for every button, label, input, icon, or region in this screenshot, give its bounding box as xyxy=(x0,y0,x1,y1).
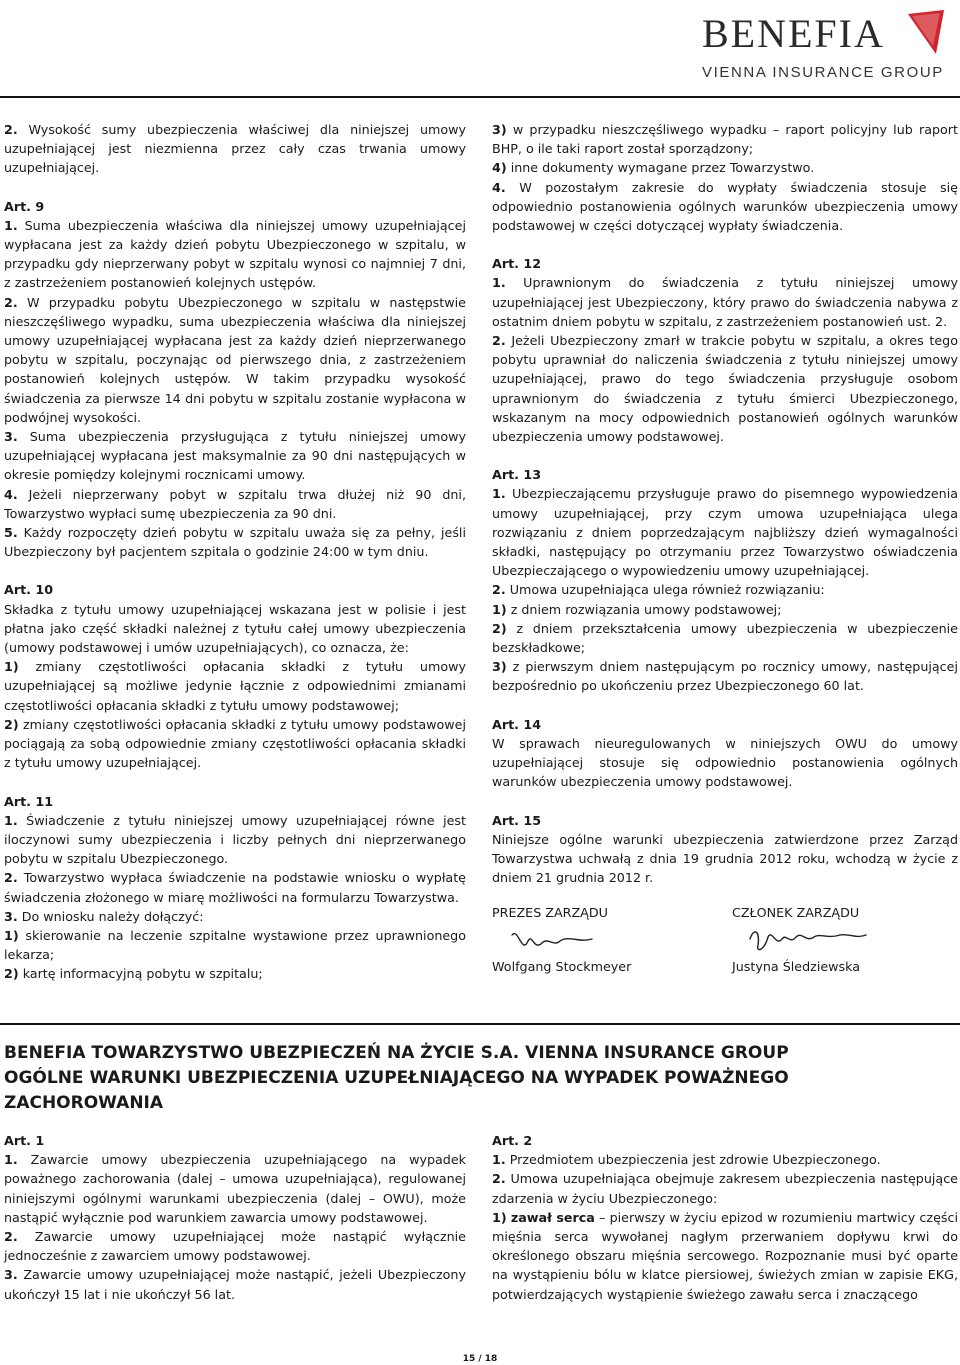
header-rule xyxy=(0,96,960,98)
article-number: Art. 1 xyxy=(4,1133,45,1148)
paragraph-text: Umowa uzupełniająca obejmuje zakresem ubezpieczenia następujące zdarzenia w życiu Ubezpieczonego: xyxy=(492,1171,958,1206)
bottom-right-column xyxy=(492,1131,958,1304)
section-rule xyxy=(0,1023,960,1025)
article-heading xyxy=(4,1131,466,1150)
paragraph-text: Niniejsze ogólne warunki ubezpieczenia zatwierdzone przez Zarząd Towarzystwa uchwałą z dnia 19 grudnia 2012 roku, wchodzą w życie z dniem 21 grudnia 2012 r. xyxy=(492,831,958,886)
paragraph-text: W pozostałym zakresie do wypłaty świadczenia stosuje się odpowiednio postanowienia ogólnych warunków ubezpieczenia umowy podstawowej w części dotyczącej wypłaty świadczenia. xyxy=(492,179,958,234)
paragraph xyxy=(492,273,958,331)
article-heading xyxy=(492,811,958,830)
paragraph-number: 3) xyxy=(492,659,507,675)
section-heading-line-1: BENEFIA TOWARZYSTWO UBEZPIECZEŃ NA ŻYCIE S.A. VIENNA INSURANCE GROUP xyxy=(4,1043,789,1063)
paragraph xyxy=(4,868,466,906)
paragraph xyxy=(4,715,466,773)
article-heading xyxy=(4,580,466,599)
paragraph-number: 1) xyxy=(492,601,507,617)
paragraph xyxy=(492,657,958,695)
paragraph xyxy=(492,734,958,792)
paragraph xyxy=(4,657,466,715)
paragraph-text: Przedmiotem ubezpieczenia jest zdrowie Ubezpieczonego. xyxy=(509,1152,881,1168)
right-column xyxy=(492,120,958,1013)
article-number: Art. 12 xyxy=(492,256,542,272)
article-heading xyxy=(4,792,466,811)
article-heading xyxy=(492,254,958,273)
paragraph-number: 1. xyxy=(4,217,18,233)
logo-brand-name: BENEFIA xyxy=(702,11,885,56)
article-number: Art. 13 xyxy=(492,467,542,483)
article-number: Art. 9 xyxy=(4,198,45,214)
section-heading-line-2: OGÓLNE WARUNKI UBEZPIECZENIA UZUPEŁNIAJĄCEGO NA WYPADEK POWAŻNEGO xyxy=(4,1068,789,1088)
logo-subtitle: VIENNA INSURANCE GROUP xyxy=(702,64,944,81)
paragraph-text: inne dokumenty wymagane przez Towarzystwo. xyxy=(510,160,815,176)
paragraph xyxy=(4,1265,466,1303)
paragraph xyxy=(4,216,466,293)
paragraph-text: Świadczenie z tytułu niniejszej umowy uzupełniającej równe jest iloczynowi sumy ubezpieczenia i liczby pełnych dni nieprzerwanego pobytu w szpitalu Ubezpieczonego. xyxy=(4,812,466,867)
paragraph-text: Umowa uzupełniająca ulega również rozwiązaniu: xyxy=(509,582,825,598)
paragraph-number: 1) xyxy=(4,927,19,943)
article-number: Art. 11 xyxy=(4,793,54,809)
paragraph-text: W przypadku pobytu Ubezpieczonego w szpitalu w następstwie nieszczęśliwego wypadku, suma ubezpieczenia właściwa dla niniejszej umowy uzupełniającej wypłacana jest za każdy dzień nieprzerwanego pobytu w szpitalu, poczynając od pierwszego dnia, z zastrzeżeniem postanowień kolejnych ustępów. W takim przypadku wysokość świadczenia za pierwsze 14 dni pobytu w szpitalu zostanie wypłacona w podwójnej wysokości. xyxy=(4,294,466,425)
paragraph-number: 2. xyxy=(492,333,506,349)
paragraph-text: w przypadku nieszczęśliwego wypadku – raport policyjny lub raport BHP, o ile taki raport został sporządzony; xyxy=(492,122,958,157)
paragraph-number: 2. xyxy=(4,122,18,137)
article-number: Art. 14 xyxy=(492,716,542,732)
paragraph-text: kartę informacyjną pobytu w szpitalu; xyxy=(22,966,263,982)
paragraph-number: 1. xyxy=(4,812,18,828)
article-number: Art. 10 xyxy=(4,582,54,598)
paragraph-text: z dniem rozwiązania umowy podstawowej; xyxy=(510,601,782,617)
paragraph xyxy=(492,580,958,599)
benefia-logo xyxy=(698,6,948,92)
paragraph-text: Zawarcie umowy uzupełniającej może nastąpić wyłącznie jednocześnie z zawarciem umowy podstawowej. xyxy=(4,1229,466,1264)
defined-term: zawał serca xyxy=(510,1209,595,1225)
paragraph-text: zmiany częstotliwości opłacania składki z tytułu umowy uzupełniającej są możliwe jedynie łącznie z odpowiednimi zmianami częstotliwości opłacania składki z tytułu umowy podstawowej; xyxy=(4,659,466,713)
paragraph xyxy=(492,1208,958,1304)
paragraph-number: 5. xyxy=(4,525,18,541)
paragraph xyxy=(492,158,958,177)
paragraph xyxy=(4,600,466,658)
paragraph-number: 3. xyxy=(4,429,18,445)
paragraph xyxy=(492,178,958,236)
signatory-name: Justyna Śledziewska xyxy=(732,959,861,975)
paragraph-text: Do wniosku należy dołączyć: xyxy=(21,908,204,924)
paragraph-number: 2. xyxy=(4,294,18,310)
paragraph xyxy=(492,619,958,657)
paragraph-number: 1. xyxy=(4,1152,18,1168)
paragraph xyxy=(4,1150,466,1227)
paragraph-number: 2. xyxy=(4,1229,18,1245)
paragraph-text: Wysokość sumy ubezpieczenia właściwej dla niniejszej umowy uzupełniającej jest niezmienna przez cały czas trwania umowy uzupełniającej. xyxy=(4,122,466,176)
signature-block xyxy=(492,903,958,1013)
paragraph-text: z dniem przekształcenia umowy ubezpieczenia w ubezpieczenie bezskładkowe; xyxy=(492,620,958,656)
article-heading xyxy=(492,1131,958,1150)
article-heading xyxy=(492,715,958,734)
paragraph-number: 3) xyxy=(492,122,507,137)
paragraph-number: 2. xyxy=(4,870,18,886)
paragraph xyxy=(492,1150,958,1169)
logo-wing-icon xyxy=(906,8,948,60)
signatory-name: Wolfgang Stockmeyer xyxy=(492,959,632,975)
paragraph xyxy=(4,907,466,926)
paragraph-text: Towarzystwo wypłaca świadczenie na podstawie wniosku o wypłatę świadczenia złożonego w miarę możliwości na formularzu Towarzystwa. xyxy=(4,870,466,905)
paragraph-number: 3. xyxy=(4,1267,18,1283)
paragraph xyxy=(4,811,466,869)
paragraph-number: 1. xyxy=(492,1152,506,1168)
paragraph-number: 1. xyxy=(492,486,506,502)
paragraph-number: 2. xyxy=(492,582,506,598)
paragraph-number: 4. xyxy=(4,486,18,502)
section-heading xyxy=(4,1041,944,1116)
signatory-title: CZŁONEK ZARZĄDU xyxy=(732,905,860,921)
paragraph xyxy=(492,484,958,580)
paragraph-text: – pierwszy w życiu epizod w rozumieniu martwicy części mięśnia serca wywołanej nagłym przerwaniem dopływu krwi do określonego obszaru mięśnia sercowego. Rozpoznanie musi być oparte na wystąpieniu bólu w klatce piersiowej, świeżych zmian w zapisie EKG, potwierdzających wystąpienie świeżego zawału serca i znaczącego xyxy=(492,1209,958,1302)
paragraph-number: 4. xyxy=(492,179,506,195)
paragraph-text: Uprawnionym do świadczenia z tytułu niniejszej umowy uzupełniającej jest Ubezpieczony, który prawo do świadczenia nabywa z ostatnim dniem pobytu w szpitalu, z zastrzeżeniem postanowień ust. 2. xyxy=(492,275,958,329)
paragraph xyxy=(4,926,466,964)
paragraph-text: Ubezpieczającemu przysługuje prawo do pisemnego wypowiedzenia umowy uzupełniającej, przy czym umowa uzupełniająca ulega rozwiązaniu z dniem poprzedzającym najbliższy dzień wymagalności składki, następujący po otrzymaniu przez Towarzystwo oświadczenia Ubezpieczającego o wypowiedzeniu umowy uzupełniającej. xyxy=(492,486,958,579)
paragraph-text: W sprawach nieuregulowanych w niniejszych OWU do umowy uzupełniającej stosuje się odpowiednio postanowienia ogólnych warunków ubezpieczenia umowy podstawowej. xyxy=(492,735,958,790)
paragraph xyxy=(492,600,958,619)
paragraph-text: Suma ubezpieczenia przysługująca z tytułu niniejszej umowy uzupełniającej wypłacana jest maksymalnie za 90 dni następujących w okresie pomiędzy kolejnymi rocznicami umowy. xyxy=(4,429,466,483)
article-number: Art. 2 xyxy=(492,1133,533,1148)
paragraph-number: 4) xyxy=(492,160,507,176)
paragraph-text: Zawarcie umowy uzupełniającej może nastąpić, jeżeli Ubezpieczony ukończył 15 lat i nie ukończył 56 lat. xyxy=(4,1267,466,1302)
paragraph-text: Jeżeli nieprzerwany pobyt w szpitalu trwa dłużej niż 90 dni, Towarzystwo wypłaci sumę ubezpieczenia za 90 dni. xyxy=(4,486,466,521)
paragraph-text: Składka z tytułu umowy uzupełniającej wskazana jest w polisie i jest płatna jako część składki należnej z tytułu całej umowy ubezpieczenia (umowy podstawowej i umów uzupełniających), co oznacza, że: xyxy=(4,601,466,656)
paragraph-number: 1) xyxy=(492,1209,507,1225)
paragraph-number: 2) xyxy=(4,716,19,732)
article-heading xyxy=(492,465,958,484)
left-column xyxy=(4,120,466,984)
paragraph-number: 1) xyxy=(4,659,19,675)
paragraph-text: z pierwszym dniem następującym po rocznicy umowy, następującej bezpośrednio po ukończeniu przez Ubezpieczonego 60 lat. xyxy=(492,659,958,694)
paragraph xyxy=(492,1169,958,1207)
paragraph xyxy=(492,331,958,446)
paragraph-text: Zawarcie umowy ubezpieczenia uzupełniającego na wypadek poważnego zachorowania (dalej – umowa uzupełniająca), regulowanej niniejszymi ogólnymi warunkami ubezpieczenia (dalej – OWU), może nastąpić wyłącznie pod warunkiem zawarcia umowy podstawowej. xyxy=(4,1152,466,1225)
signatory-title: PREZES ZARZĄDU xyxy=(492,905,608,921)
paragraph-number: 2. xyxy=(492,1171,506,1187)
paragraph-text: Każdy rozpoczęty dzień pobytu w szpitalu uważa się za pełny, jeśli Ubezpieczony był pacjentem szpitala o godzinie 24:00 w tym dniu. xyxy=(4,525,466,560)
paragraph-text: zmiany częstotliwości opłacania składki z tytułu umowy podstawowej pociągają za sobą odpowiednie zmiany częstotliwości opłacania składki z tytułu umowy uzupełniającej. xyxy=(4,716,466,771)
paragraph xyxy=(4,293,466,427)
paragraph-text: skierowanie na leczenie szpitalne wystawione przez uprawnionego lekarza; xyxy=(4,927,466,963)
paragraph xyxy=(4,485,466,523)
bottom-left-column xyxy=(4,1131,466,1304)
paragraph-number: 3. xyxy=(4,908,18,924)
handwritten-signature-icon xyxy=(508,925,638,957)
paragraph xyxy=(4,523,466,561)
paragraph-number: 2) xyxy=(4,966,19,982)
handwritten-signature-icon xyxy=(748,925,878,957)
article-number: Art. 15 xyxy=(492,812,542,828)
paragraph xyxy=(4,1227,466,1265)
paragraph-text: Jeżeli Ubezpieczony zmarł w trakcie pobytu w szpitalu, a okres tego pobytu uprawniał do naliczenia świadczenia z tytułu niniejszej umowy uzupełniającej, prawo do tego świadczenia przysługuje osobom uprawnionym do świadczenia z tytułu śmierci Ubezpieczonego, wskazanym na mocy odpowiednich postanowień ogólnych warunków ubezpieczenia umowy podstawowej. xyxy=(492,333,958,445)
paragraph xyxy=(4,120,466,178)
paragraph-text: Suma ubezpieczenia właściwa dla niniejszej umowy uzupełniającej wypłacana jest za każdy dzień pobytu Ubezpieczonego w szpitalu, w przypadku gdy nieprzerwany pobyt w szpitalu wynosi co najmniej 7 dni, z zastrzeżeniem postanowień kolejnych ustępów. xyxy=(4,217,466,291)
paragraph xyxy=(4,427,466,485)
paragraph-number: 2) xyxy=(492,620,507,636)
section-heading-line-3: ZACHOROWANIA xyxy=(4,1093,164,1113)
page-number: 15 / 18 xyxy=(462,1354,498,1364)
article-heading xyxy=(4,197,466,216)
paragraph xyxy=(492,120,958,158)
paragraph-number: 1. xyxy=(492,275,506,291)
paragraph xyxy=(4,964,466,983)
paragraph xyxy=(492,830,958,888)
